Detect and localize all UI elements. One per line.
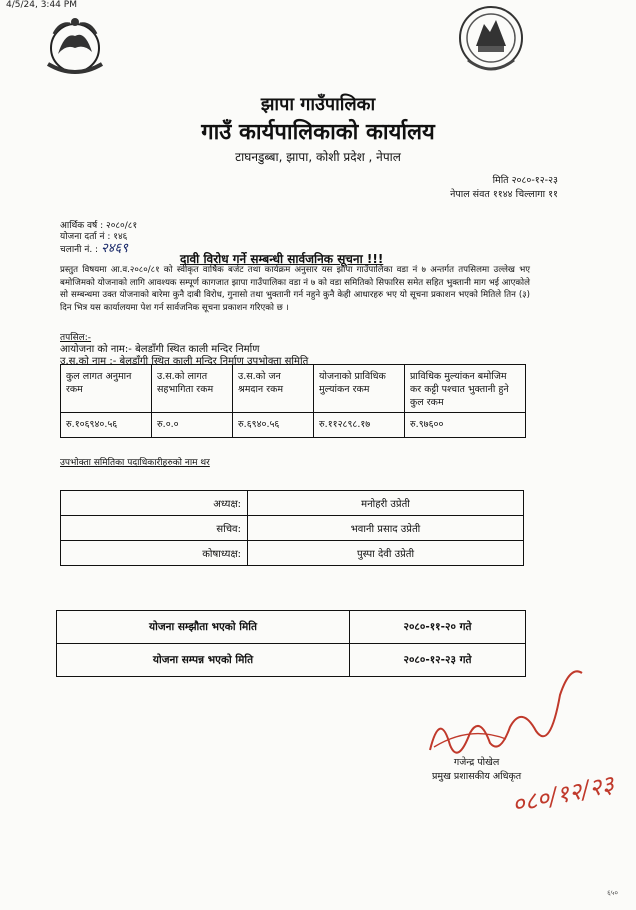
reference-info bbox=[60, 221, 137, 256]
cost-header-cell: प्राविधिक मुल्यांकन बमोजिम कर कट्टी पश्चात भुक्तानी हुने कुल रकम bbox=[405, 365, 526, 413]
cost-value-cell: रु.११२८९८.१७ bbox=[314, 413, 405, 438]
signer-block bbox=[432, 756, 521, 784]
notice-body: प्रस्तुत विषयमा आ.व.२०८०/८१ को स्वीकृत वार्षिक बजेट तथा कार्यक्रम अनुसार यस झापा गाउँपालिका वडा नं ७ अन्तर्गत तपसिलमा उल्लेख भए बमोजिमको योजनाको लागि आवश्यक सम्पूर्ण कागजात झापा गाउँपालिका वडा नं ७ को वडा समितिको सिफारिस समेत सहित भुक्तानी माग भई आएकोले सो सम्बन्धमा उक्त योजनाको बारेमा कुनै दाबी विरोध, गुनासो तथा भुक्तानी गर्न नहुने कुनै केही आधारहरु भए यो सूचना प्रकाशन भएको मितिले तिन (३) दिन भित्र यस कार्यालयमा पेश गर्न सार्वजनिक सूचना प्रकाशन गरिएको छ । bbox=[60, 265, 530, 313]
cost-value-cell: रु.०.० bbox=[152, 413, 233, 438]
cost-header-cell: उ.स.को जन श्रमदान रकम bbox=[233, 365, 314, 413]
office-address: टाघनडुब्बा, झापा, कोशी प्रदेश , नेपाल bbox=[235, 150, 401, 164]
dispatch-number bbox=[60, 243, 137, 256]
committee-name: उ.स.को नाम :- बेलडाँगी स्थित काली मन्दिर निर्माण उपभोक्ता समिति bbox=[60, 356, 309, 367]
footer-mark: ६५० bbox=[607, 889, 618, 897]
cost-table bbox=[60, 364, 526, 438]
office-title: गाउँ कार्यपालिकाको कार्यालय bbox=[201, 120, 435, 145]
nepal-emblem-logo bbox=[40, 14, 110, 80]
dispatch-handwritten-number: २४६९ bbox=[100, 241, 129, 256]
notice-title: दावी विरोध गर्ने सम्बन्धी सार्वजनिक सूचना !!! bbox=[180, 252, 384, 266]
official-name: पुस्पा देवी उप्रेती bbox=[248, 541, 524, 566]
date-value: २०८०-११-२० गते bbox=[350, 611, 526, 644]
signer-title: प्रमुख प्रशासकीय अधिकृत bbox=[432, 771, 522, 782]
cost-header-cell: कुल लागत अनुमान रकम bbox=[61, 365, 152, 413]
municipality-name: झापा गाउँपालिका bbox=[260, 94, 376, 115]
table-row bbox=[61, 491, 524, 516]
table-row bbox=[61, 541, 524, 566]
officials-table bbox=[60, 490, 524, 566]
details-label: तपसिल:- bbox=[60, 333, 92, 343]
project-name: आयोजना को नाम:- बेलडाँगी स्थित काली मन्दिर निर्माण bbox=[60, 344, 260, 355]
date-value: २०८०-१२-२३ गते bbox=[350, 644, 526, 677]
date-label: योजना सम्झौता भएको मिति bbox=[57, 611, 350, 644]
cost-header-cell: योजनाको प्राविधिक मुल्यांकन रकम bbox=[314, 365, 405, 413]
timestamp: 4/5/24, 3:44 PM bbox=[6, 0, 77, 10]
official-role: कोषाध्यक्ष: bbox=[61, 541, 248, 566]
official-role: अध्यक्ष: bbox=[61, 491, 248, 516]
municipality-seal-logo bbox=[456, 2, 526, 76]
plan-registration: योजना दर्ता नं : १४६ bbox=[60, 232, 128, 242]
cost-value-cell: रु.९७६०० bbox=[405, 413, 526, 438]
handwritten-signature bbox=[410, 655, 617, 825]
cost-table-value-row bbox=[61, 413, 526, 438]
cost-value-cell: रु.६९४०.५६ bbox=[233, 413, 314, 438]
official-name: भवानी प्रसाद उप्रेती bbox=[248, 516, 524, 541]
date-block bbox=[450, 174, 558, 202]
official-name: मनोहरी उप्रेती bbox=[248, 491, 524, 516]
table-row bbox=[57, 611, 526, 644]
cost-value-cell: रु.१०६९४०.५६ bbox=[61, 413, 152, 438]
date-bs: मिति २०८०-१२-२३ bbox=[492, 175, 558, 186]
cost-header-cell: उ.स.को लागत सहभागिता रकम bbox=[152, 365, 233, 413]
date-label: योजना सम्पन्न भएको मिति bbox=[57, 644, 350, 677]
fiscal-year: आर्थिक वर्ष : २०८०/८१ bbox=[60, 221, 138, 231]
handwritten-date: ०८०/१२/२३ bbox=[509, 769, 617, 819]
official-role: सचिव: bbox=[61, 516, 248, 541]
cost-table-header-row bbox=[61, 365, 526, 413]
officials-heading: उपभोक्ता समितिका पदाधिकारीहरुको नाम थर bbox=[60, 458, 210, 468]
table-row bbox=[61, 516, 524, 541]
signer-name: गजेन्द्र पोखेल bbox=[453, 757, 500, 768]
date-nepal-sambat: नेपाल संवत ११४४ चिल्लागा ११ bbox=[450, 189, 558, 200]
dispatch-label: चलानी नं. : bbox=[60, 245, 99, 255]
